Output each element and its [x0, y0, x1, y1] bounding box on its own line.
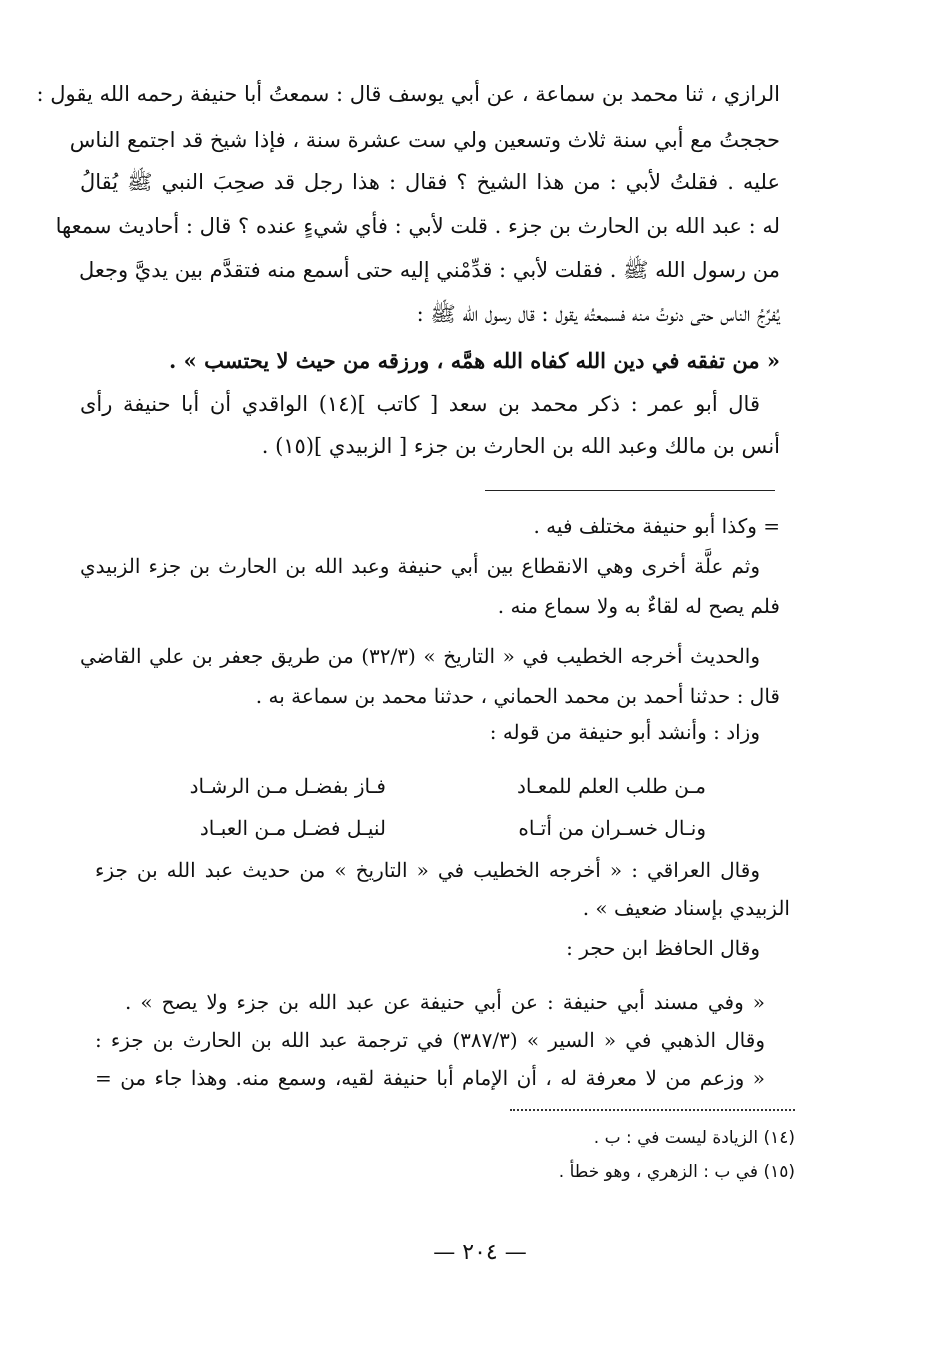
abu-umar-line: قال أبو عمر : ذكر محمد بن سعد [ كاتب ](١٤) الواقدي أن أبا حنيفة رأى: [80, 392, 760, 416]
verse-hemistich-right: مـن طلب العلم للمعـاد: [516, 774, 706, 798]
verse-hemistich-left: لنيـل فضـل مـن العبـاد: [199, 816, 386, 840]
footnote: (١٤) الزيادة ليست في : ب .: [593, 1128, 795, 1148]
commentary-line: وقال الحافظ ابن حجر :: [566, 936, 760, 960]
commentary-line: « وفي مسند أبي حنيفة : عن أبي حنيفة عن عبد الله بن جزء ولا يصح » .: [125, 990, 765, 1014]
footnote: (١٥) في ب : الزهري ، وهو خطأ .: [558, 1162, 795, 1182]
abu-umar-line: أنس بن مالك وعبد الله بن الحارث بن جزء [ الزبيدي ](١٥) .: [261, 434, 780, 458]
footnote-dotted-separator: [510, 1109, 795, 1111]
commentary-line: والحديث أخرجه الخطيب في « التاريخ » (٣٢/٣) من طريق جعفر بن علي القاضي: [80, 644, 761, 668]
commentary-line: قال : حدثنا أحمد بن محمد الحماني ، حدثنا محمد بن سماعة به .: [255, 684, 780, 708]
verse-hemistich-left: فـاز بفضـل مـن الرشـاد: [189, 774, 386, 798]
commentary-line: وقال الذهبي في « السير » (٣٨٧/٣) في ترجمة عبد الله بن الحارث بن جزء :: [95, 1028, 765, 1052]
commentary-line: وزاد : وأنشد أبو حنيفة من قوله :: [489, 720, 760, 744]
main-text-line: حججتُ مع أبي سنة ثلاث وتسعين ولي ست عشرة سنة ، فإذا شيخ قد اجتمع الناس: [69, 128, 780, 152]
verse-hemistich-right: ونـال خسـران من أتـاه: [518, 816, 706, 840]
footnote-separator: [485, 490, 775, 491]
commentary-line: الزبيدي بإسناد ضعيف » .: [582, 896, 790, 920]
commentary-line: وثم علَّة أخرى وهي الانقطاع بين أبي حنيفة وعبد الله بن الحارث بن جزء الزبيدي: [80, 554, 760, 578]
main-text-line: عليه . فقلتُ لأبي : من هذا الشيخ ؟ فقال : هذا رجل قد صحِبَ النبي ﷺ يُقالُ: [80, 170, 780, 194]
commentary-line: « وزعم من لا معرفة له ، أن الإمام أبا حنيفة لقيه، وسمع منه. وهذا جاء من =: [95, 1066, 765, 1090]
hadith-quote: « من تفقه في دين الله كفاه الله همَّه ، ورزقه من حيث لا يحتسب » .: [169, 348, 780, 373]
main-text-line: له : عبد الله بن الحارث بن جزء . قلت لأبي : فأي شيءٍ عنده ؟ قال : أحاديث سمعها: [55, 214, 780, 238]
commentary-line: فلم يصح له لقاءٌ به ولا سماع منه .: [497, 594, 780, 618]
main-text-line: من رسول الله ﷺ . فقلت لأبي : قدِّمْني إليه حتى أسمع منه فتقدَّم بين يديَّ وجعل: [78, 258, 780, 282]
main-text-line: الرازي ، ثنا محمد بن سماعة ، عن أبي يوسف قال : سمعتُ أبا حنيفة رحمه الله يقول :: [36, 82, 780, 106]
commentary-line: = وكذا أبو حنيفة مختلف فيه .: [533, 514, 780, 538]
page-number: — ٢٠٤ —: [433, 1240, 527, 1265]
main-text-line: يُفرِّجُ الناس حتى دنوتُ منه فسمعتُه يقول : قال رسول الله ﷺ :: [416, 302, 780, 326]
commentary-line: وقال العراقي : « أخرجه الخطيب في « التاريخ » من حديث عبد الله بن جزء: [95, 858, 760, 882]
